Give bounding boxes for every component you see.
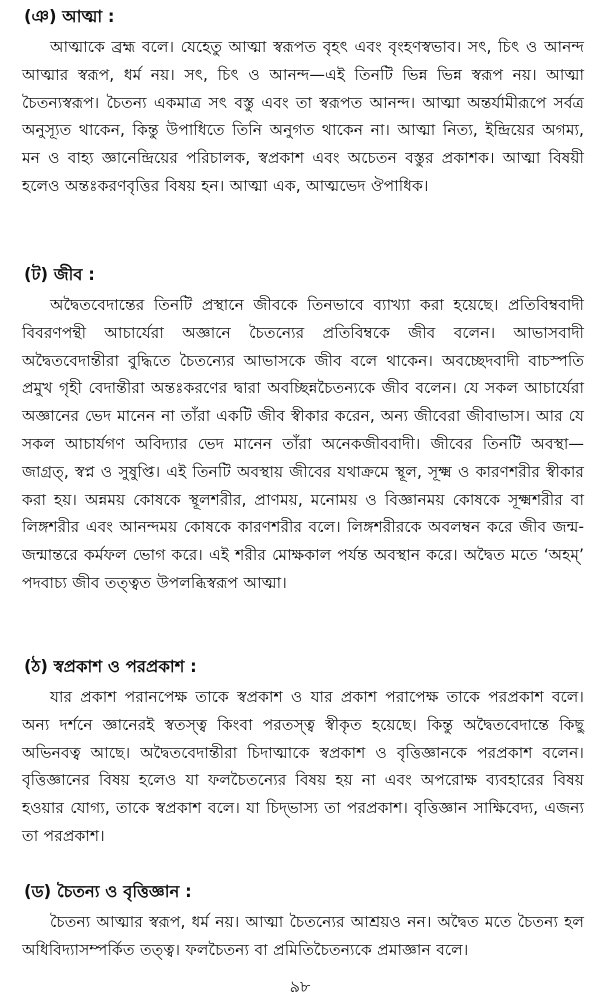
section-svaprakasha bbox=[22, 654, 584, 851]
section-chaitanya bbox=[22, 879, 584, 965]
section-heading: (ড) চৈতন্য ও বৃত্তিজ্ঞান : bbox=[24, 882, 192, 901]
section-heading: (ঞ) আত্মা : bbox=[24, 7, 115, 26]
section-atma bbox=[22, 4, 584, 201]
section-heading: (ঠ) স্বপ্রকাশ ও পরপ্রকাশ : bbox=[24, 657, 197, 676]
page-number: ৯৮ bbox=[289, 977, 311, 996]
section-paragraph: অদ্বৈতবেদান্তের তিনটি প্রস্থানে জীবকে তিনভাবে ব্যাখ্যা করা হয়েছে। প্রতিবিম্ববাদী বিবরণপন্থী আচার্যেরা অজ্ঞানে চৈতন্যের প্রতিবিম্বকে জীব বলেন। আভাসবাদী অদ্বৈতবেদান্তীরা বুদ্ধিতে চৈতন্যের আভাসকে জীব বলে থাকেন। অবচ্ছেদবাদী বাচস্পতি প্রমুখ গৃহী বেদান্তীরা অন্তঃকরণের দ্বারা অবচ্ছিন্নচৈতন্যকে জীব বলেন। যে সকল আচার্যেরা অজ্ঞানের ভেদ মানেন না তাঁরা একটি জীব স্বীকার করেন, অন্য জীবেরা জীবাভাস। আর যে সকল আচার্যগণ অবিদ্যার ভেদ মানেন তাঁরা অনেকজীববাদী। জীবের তিনটি অবস্থা—জাগ্রত্‌, স্বপ্ন ও সুষুপ্তি। এই তিনটি অবস্থায় জীবের যথাক্রমে স্থূল, সূক্ষ্ম ও কারণশরীর স্বীকার করা হয়। অন্নময় কোষকে স্থূলশরীর, প্রাণময়, মনোময় ও বিজ্ঞানময় কোষকে সূক্ষ্মশরীর বা লিঙ্গশরীর এবং আনন্দময় কোষকে কারণশরীর বলে। লিঙ্গশরীরকে অবলম্বন করে জীব জন্ম-জন্মান্তরে কর্মফল ভোগ করে। এই শরীর মোক্ষকাল পর্যন্ত অবস্থান করে। অদ্বৈত মতে ‘অহম্‌’ পদবাচ্য জীব তত্ত্বত উপলব্ধিস্বরূপ আত্মা। bbox=[22, 296, 584, 592]
section-paragraph: যার প্রকাশ পরানপেক্ষ তাকে স্বপ্রকাশ ও যার প্রকাশ পরাপেক্ষ তাকে পরপ্রকাশ বলে। অন্য দর্শনে জ্ঞানেরই স্বতস্ত্ব কিংবা পরতস্ত্ব স্বীকৃত হয়েছে। কিন্তু অদ্বৈতবেদান্তে কিছু অভিনবত্ব আছে। অদ্বৈতবেদান্তীরা চিদাত্মাকে স্বপ্রকাশ ও বৃত্তিজ্ঞানকে পরপ্রকাশ বলেন। বৃত্তিজ্ঞানের বিষয় হলেও যা ফলচৈতন্যের বিষয় হয় না এবং অপরোক্ষ ব্যবহারের বিষয় হওয়ার যোগ্য, তাকে স্বপ্রকাশ বলে। যা চিদ্‌ভাস্য তা পরপ্রকাশ। বৃত্তিজ্ঞান সাক্ষিবেদ্য, এজন্য তা পরপ্রকাশ। bbox=[22, 688, 584, 845]
section-paragraph: আত্মাকে ব্রহ্ম বলে। যেহেতু আত্মা স্বরূপত বৃহৎ এবং বৃংহণস্বভাব। সৎ, চিৎ ও আনন্দ আত্মার স্বরূপ, ধর্ম নয়। সৎ, চিৎ ও আনন্দ—এই তিনটি ভিন্ন ভিন্ন স্বরূপ নয়। আত্মা চৈতন্যস্বরূপ। চৈতন্য একমাত্র সৎ বস্তু এবং তা স্বরূপত আনন্দ। আত্মা অন্তর্যামীরূপে সর্বত্র অনুস্যূত থাকেন, কিন্তু উপাধিতে তিনি অনুগত থাকেন না। আত্মা নিত্য, ইন্দ্রিয়ের অগম্য, মন ও বাহ্য জ্ঞানেন্দ্রিয়ের পরিচালক, স্বপ্রকাশ এবং অচেতন বস্তুর প্রকাশক। আত্মা বিষয়ী হলেও অন্তঃকরণবৃত্তির বিষয় হন। আত্মা এক, আত্মভেদ ঔপাধিক। bbox=[22, 38, 584, 195]
section-jiva bbox=[22, 262, 584, 598]
section-heading: (ট) জীব : bbox=[24, 265, 95, 284]
section-paragraph: চৈতন্য আত্মার স্বরূপ, ধর্ম নয়। আত্মা চৈতন্যের আশ্রয়ও নন। অদ্বৈত মতে চৈতন্য হল অধিবিদ্যাসম্পর্কিত তত্ত্ব। ফলচৈতন্য বা প্রমিতিচৈতন্যকে প্রমাজ্ঞান বলে। bbox=[22, 913, 584, 959]
